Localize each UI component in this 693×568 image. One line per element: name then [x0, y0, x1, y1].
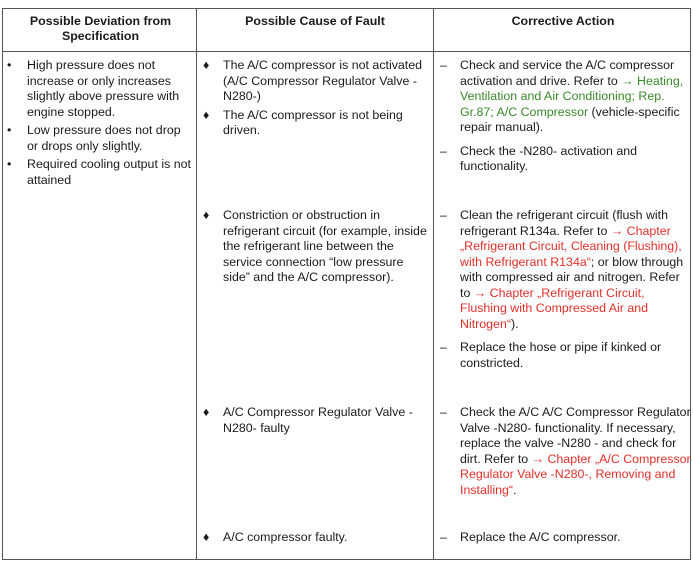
- dash-icon: –: [440, 58, 447, 72]
- action-item: – Check the -N280- activation and functionality.: [440, 143, 638, 173]
- deviation-item: • High pressure does not increase or only increases slightly above pressure with engine stopped.: [7, 58, 180, 119]
- cause-group: [199, 530, 429, 546]
- header-cause: Possible Cause of Fault: [245, 14, 385, 28]
- chapter-flushing-r134a-link[interactable]: → Chapter „Refrigerant Circuit, Cleaning (Flushing), with Refrigerant R134a“: [460, 223, 682, 269]
- dash-icon: –: [440, 530, 447, 544]
- diamond-icon: ♦: [203, 530, 210, 544]
- chapter-flushing-air-link[interactable]: → Chapter „Refrigerant Circuit, Flushing with Compressed Air and Nitrogen“: [460, 285, 649, 331]
- cause-item: ♦ Constriction or obstruction in refrigerant circuit (for example, inside the refrigerant line between the service connection “low pressure side” and the A/C compressor).: [203, 208, 427, 284]
- action-group: [436, 530, 692, 546]
- dash-icon: –: [440, 143, 447, 158]
- diamond-icon: ♦: [203, 107, 210, 122]
- action-item: – Replace the hose or pipe if kinked or constricted.: [440, 340, 662, 370]
- diamond-icon: ♦: [203, 208, 210, 222]
- header-deviation: Possible Deviation from Specification: [29, 14, 172, 43]
- action-group: [436, 405, 692, 498]
- diamond-icon: ♦: [203, 405, 210, 419]
- dash-icon: –: [440, 340, 447, 354]
- diamond-icon: ♦: [203, 58, 210, 72]
- dash-icon: –: [440, 405, 447, 419]
- cause-item: ♦ The A/C compressor is not being driven.: [203, 107, 403, 137]
- deviation-item: • Required cooling output is not attained: [7, 157, 191, 187]
- chapter-regulator-valve-link[interactable]: → Chapter „A/C Compressor Regulator Valve -N280-, Removing and Installing“: [460, 451, 691, 497]
- bullet-icon: •: [7, 123, 12, 137]
- action-group: [436, 208, 692, 371]
- column-divider: [196, 9, 197, 559]
- action-item: – Replace the A/C compressor.: [440, 530, 621, 544]
- header-action: Corrective Action: [511, 14, 615, 28]
- action-item: – Check the A/C A/C Compressor Regulator Valve -N280- functionality. If necessary, replace the valve -N280 - and check for dirt. Refer to → Chapter „A/C Compressor Regulator Valve -N280-, Removing and Installing“.: [440, 405, 691, 497]
- cause-item: ♦ A/C compressor faulty.: [203, 530, 348, 544]
- cause-group: [199, 58, 429, 139]
- action-group: [436, 58, 692, 175]
- action-item: – Check and service the A/C compressor activation and drive. Refer to → Heating, Ventilation and Air Conditioning; Rep. Gr.87; A/C Compressor (vehicle-specific repair manual).: [440, 58, 684, 134]
- cause-item: ♦ A/C Compressor Regulator Valve -N280- faulty: [203, 405, 413, 435]
- repair-manual-link[interactable]: → Heating, Ventilation and Air Conditioning; Rep. Gr.87; A/C Compressor: [460, 73, 684, 119]
- dash-icon: –: [440, 208, 447, 222]
- action-item: – Clean the refrigerant circuit (flush with refrigerant R134a. Refer to → Chapter „Refrigerant Circuit, Cleaning (Flushing), with Refrigerant R134a“; or blow through with compressed air and nitrogen. Refer to → Chapter „Refrigerant Circuit, Flushing with Compressed Air and Nitrogen“).: [440, 208, 684, 331]
- cause-group: [199, 208, 429, 286]
- header-divider: [3, 51, 690, 52]
- cause-item: ♦ The A/C compressor is not activated (A/C Compressor Regulator Valve -N280-): [203, 58, 423, 103]
- deviation-item: • Low pressure does not drop or drops only slightly.: [7, 123, 181, 153]
- cause-group: [199, 405, 429, 436]
- deviation-list: [3, 58, 193, 188]
- fault-table: [2, 8, 691, 560]
- bullet-icon: •: [7, 157, 12, 171]
- column-divider: [433, 9, 434, 559]
- bullet-icon: •: [7, 58, 12, 72]
